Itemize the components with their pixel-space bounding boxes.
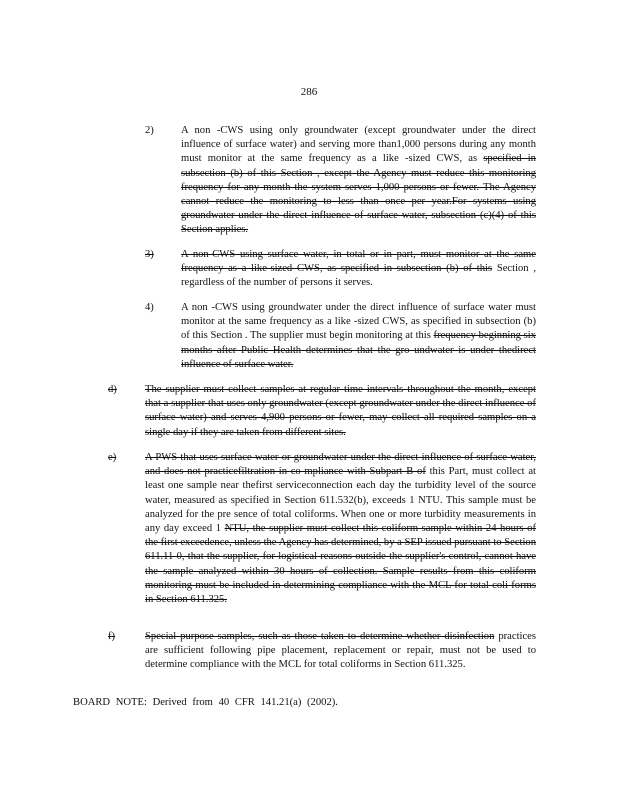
item-text-struck: The supplier must collect samples at regular time intervals throughout the month, except that a supplier that uses only groundwater (except groundwater under the direct influence of surface water) and serves 4,900 persons or fewer, may collect all required samples on a single day if they are taken from different sites. <box>145 384 536 438</box>
item-text-struck: Special purpose samples, such as those taken to determine whether disinfection <box>145 631 495 642</box>
board-note: BOARD NOTE: Derived from 40 CFR 141.21(a) (2002). <box>73 697 338 708</box>
list-item <box>108 630 536 673</box>
item-marker: 2) <box>145 125 154 136</box>
item-text: A non -CWS using only groundwater (except groundwater under the direct influence of surface water) and serving more than1,000 persons during any month must monitor at the same frequency as a like -sized CWS, as <box>181 125 536 165</box>
item-marker: d) <box>108 384 117 395</box>
item-text-struck: specified in subsection (b) of this Section , except the Agency must reduce this monitoring frequency for any month the system serves 1,000 persons or fewer. The Agency cannot reduce the monitoring to less than once per year.For systems using groundwater under the direct influence of surface water, subsection (c)(4) of this Section applies. <box>181 153 536 236</box>
item-marker: 3) <box>145 249 154 260</box>
list-item <box>145 301 536 372</box>
item-text: Section , regardless of the number of persons it serves. <box>181 263 536 289</box>
item-text-struck: NTU, the supplier must collect this coliform sample within 24 hours of the first exceedence, unless the Agency has determined, by a SEP issued pursuant to Section 611.11 0, that the supplier, for logistical reasons outside the supplier's control, cannot have the sample analyzed within 30 hours of collection. Sample results from this coliform monitoring must be included in determining compliance with the MCL for total coli forms in Section 611.325. <box>145 523 536 606</box>
list-item <box>108 451 536 607</box>
list-item <box>145 124 536 238</box>
item-marker: 4) <box>145 302 154 313</box>
item-text: practices are sufficient following pipe placement, replacement or repair, must not be used to determine compliance with the MCL for total coliforms in Section 611.325. <box>145 631 536 671</box>
page-number: 286 <box>300 86 318 98</box>
item-text: A non -CWS using groundwater under the direct influence of surface water must monitor at the same frequency as a like -sized CWS, as specified in subsection (b) of this Section . The supplier must begin monitoring at this <box>181 302 536 342</box>
item-text-struck: A non-CWS using surface water, in total or in part, must monitor at the same frequency as a like-sized CWS, as specified in subsection (b) of this <box>181 249 536 275</box>
list-item <box>108 383 536 440</box>
item-text: this Part, must collect at least one sample near thefirst serviceconnection each day the turbidity level of the source water, measured as specified in Section 611.532(b), exceeds 1 NTU. This sample must be analyzed for the pre sence of total coliforms. When one or more turbidity measurements in any day exceed 1 <box>145 466 536 535</box>
item-marker: f) <box>108 631 116 642</box>
item-text-struck: frequency beginning six months after Public Health determines that the gro undwater is under thedirect influence of surface water. <box>181 330 536 370</box>
item-marker: e) <box>108 452 117 463</box>
item-text-struck: A PWS that uses surface water or groundwater under the direct influence of surface water, and does not practicefiltration in co mpliance with Subpart B of <box>145 452 536 478</box>
list-item <box>145 248 536 291</box>
